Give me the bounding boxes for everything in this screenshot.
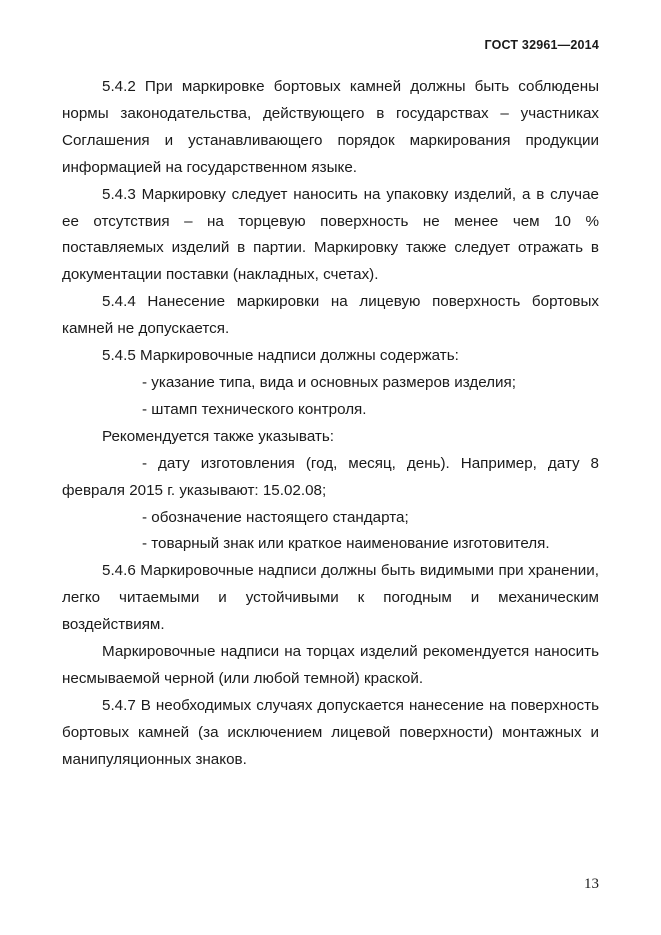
paragraph-5-4-7: 5.4.7 В необходимых случаях допускается нанесение на поверхность бортовых камней (за исключением лицевой поверхности) монтажных и манипуляционных знаков.: [62, 696, 599, 768]
document-body: [62, 74, 599, 774]
paragraph-5-4-6: 5.4.6 Маркировочные надписи должны быть видимыми при хранении, легко читаемыми и устойчивыми к погодным и механическим воздействиям.: [62, 562, 599, 634]
paragraph-5-4-2: 5.4.2 При маркировке бортовых камней должны быть соблюдены нормы законодательства, действующего в государствах – участниках Соглашения и устанавливающего порядок маркирования продукции информацией на государственном языке.: [62, 78, 599, 176]
paragraph-5-4-5: 5.4.5 Маркировочные надписи должны содержать:: [102, 347, 459, 365]
list-item-date: - дату изготовления (год, месяц, день). Например, дату 8 февраля 2015 г. указывают: 15.02.08;: [62, 454, 599, 499]
list-item-standard: - обозначение настоящего стандарта;: [142, 508, 409, 526]
list-item-trademark: - товарный знак или краткое наименование изготовителя.: [142, 535, 550, 553]
list-item-type: - указание типа, вида и основных размеров изделия;: [142, 373, 516, 391]
page-number: 13: [584, 876, 599, 892]
paragraph-also-recommended: Рекомендуется также указывать:: [102, 427, 335, 445]
document-code-header: ГОСТ 32961—2014: [484, 38, 599, 52]
list-item-stamp: - штамп технического контроля.: [142, 400, 367, 418]
paragraph-marking-ends: Маркировочные надписи на торцах изделий рекомендуется наносить несмываемой черной (или любой темной) краской.: [62, 643, 599, 687]
paragraph-5-4-4: 5.4.4 Нанесение маркировки на лицевую поверхность бортовых камней не допускается.: [62, 293, 599, 338]
paragraph-5-4-3: 5.4.3 Маркировку следует наносить на упаковку изделий, а в случае ее отсутствия – на торцевую поверхность не менее чем 10 % поставляемых изделий в партии. Маркировку также следует отражать в документации поставки (накладных, счетах).: [62, 185, 599, 284]
